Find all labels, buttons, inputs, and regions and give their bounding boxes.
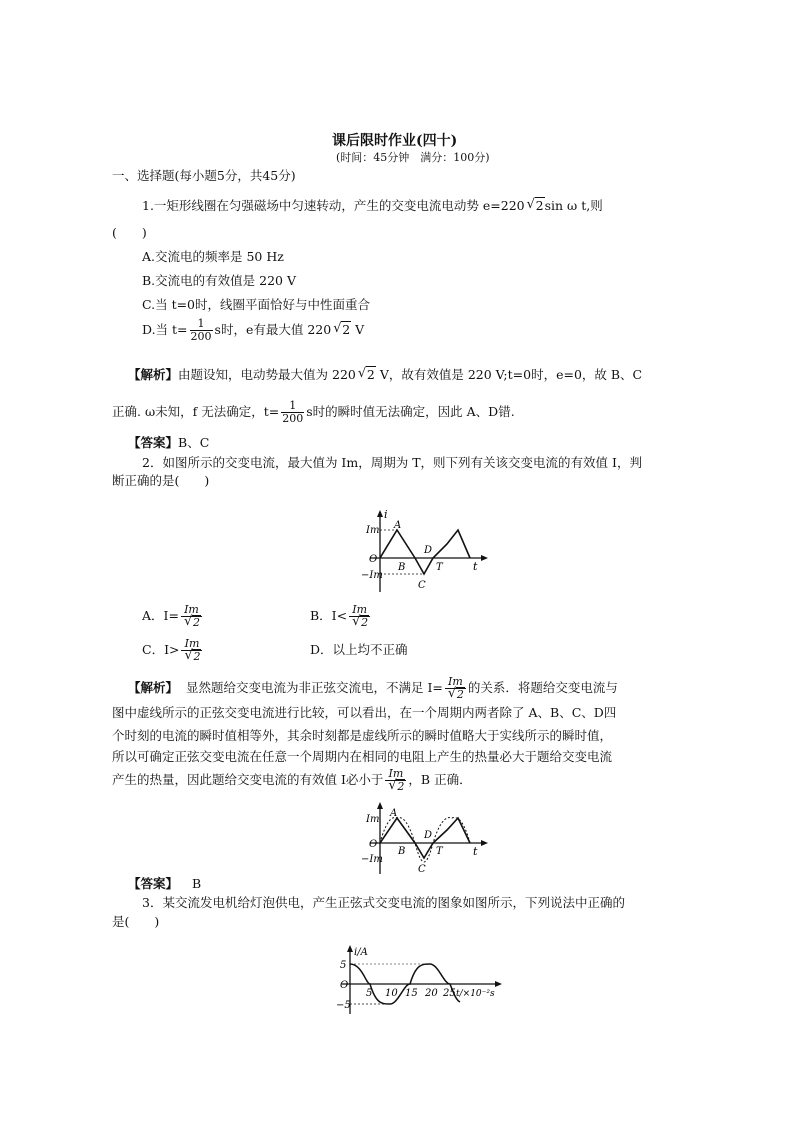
q1-answer: 【答案】B、C bbox=[128, 435, 210, 450]
q1-analysis: 【解析】由题设知，电动势最大值为 220√ 2 V，故有效值是 220 V;t=0时，e=0，故 B、C bbox=[128, 366, 642, 384]
section-heading: 一、选择题(每小题5分，共45分) bbox=[112, 168, 296, 183]
q2-comparison-figure bbox=[360, 800, 495, 878]
q1-stem: 1.一矩形线圈在匀强磁场中匀速转动，产生的交变电流电动势 e=220√ 2sin ω t,则 bbox=[142, 197, 603, 215]
label-B: B bbox=[398, 562, 406, 573]
tick-x-25: 25 bbox=[443, 988, 456, 999]
q2-option-d: D．以上均不正确 bbox=[310, 642, 408, 657]
label-negIm: −Im bbox=[361, 570, 383, 581]
q2-answer: 【答案】 B bbox=[128, 876, 202, 891]
q1-option-a: A.交流电的频率是 50 Hz bbox=[142, 249, 284, 264]
axis-label-t: t bbox=[473, 560, 478, 573]
fraction: Im √ 2 bbox=[349, 604, 370, 629]
label-origin: O bbox=[369, 554, 378, 565]
tick-x-5: 5 bbox=[366, 988, 373, 999]
axis-label-t: t bbox=[473, 845, 478, 858]
q1-option-d: D.当 t= $\frac{1}{200}$ s时，e有最大值 220√ 2 V bbox=[142, 318, 364, 343]
label-D: D bbox=[424, 545, 433, 556]
q2-stem-cont: 断正确的是( ) bbox=[112, 473, 210, 488]
label-negIm: −Im bbox=[361, 854, 383, 865]
q1-option-b: B.交流电的有效值是 220 V bbox=[142, 273, 296, 288]
fraction: Im √ 2 bbox=[181, 604, 202, 629]
q2-analysis-line1: 【解析】 显然题给交变电流为非正弦交流电，不满足 I= Im √ 2 的关系．将题给交变电流与 bbox=[128, 676, 618, 701]
label-T: T bbox=[436, 562, 443, 573]
q2-analysis-line5: 产生的热量，因此题给交变电流的有效值 I必小于 Im √ 2 ，B 正确． bbox=[112, 768, 472, 793]
label-D: D bbox=[424, 830, 433, 841]
label-origin: O bbox=[340, 980, 349, 991]
sqrt-symbol: √ 2 bbox=[333, 321, 351, 339]
q2-option-b: B．I< Im √ 2 bbox=[310, 604, 372, 629]
fraction: Im √ 2 bbox=[445, 676, 466, 701]
sqrt-symbol: √ 2 bbox=[358, 366, 376, 384]
fraction: $\frac{1}{200}$ bbox=[282, 399, 304, 425]
q2-option-a: A．I= Im √ 2 bbox=[142, 604, 204, 629]
fraction: Im √ 2 bbox=[385, 768, 406, 793]
q2-analysis-line4: 所以可确定正弦交变电流在任意一个周期内在相同的电阻上产生的热量必大于题给交变电流 bbox=[112, 749, 613, 764]
tick-x-15: 15 bbox=[405, 988, 418, 999]
tick-y-5: 5 bbox=[340, 960, 347, 971]
label-Im: Im bbox=[366, 525, 380, 536]
q3-sine-wave-figure bbox=[330, 942, 510, 1018]
fraction: Im √ 2 bbox=[181, 638, 202, 663]
axis-label-t: t/×10⁻²s bbox=[456, 989, 495, 999]
tick-y-neg5: −5 bbox=[336, 1000, 351, 1011]
q1-paren: ( ) bbox=[112, 225, 147, 240]
fraction: $\frac{1}{200}$ bbox=[190, 317, 212, 343]
label-origin: O bbox=[369, 839, 378, 850]
q1-option-c: C.当 t=0时，线圈平面恰好与中性面重合 bbox=[142, 297, 371, 312]
q2-option-c: C．I> Im √ 2 bbox=[142, 638, 204, 663]
label-A: A bbox=[394, 520, 402, 531]
label-B: B bbox=[398, 846, 406, 857]
label-Im: Im bbox=[366, 814, 380, 825]
label-A: A bbox=[390, 808, 398, 819]
q2-analysis-line2: 图中虚线所示的正弦交变电流进行比较，可以看出，在一个周期内两者除了 A、B、C、D四 bbox=[112, 705, 617, 720]
q1-analysis-cont: 正确. ω未知，f 无法确定，t= $\frac{1}{200}$ s时的瞬时值无法确定，因此 A、D错. bbox=[112, 399, 515, 425]
page-title: 课后限时作业(四十) bbox=[332, 133, 458, 149]
axis-label-i: i/A bbox=[354, 947, 368, 958]
label-C: C bbox=[418, 864, 426, 875]
tick-x-10: 10 bbox=[385, 988, 398, 999]
page-subtitle: (时间：45分钟 满分：100分) bbox=[336, 151, 490, 164]
q3-stem: 3．某交流发电机给灯泡供电，产生正弦式交变电流的图象如图所示，下列说法中正确的 bbox=[142, 895, 625, 910]
label-T: T bbox=[436, 846, 443, 857]
label-C: C bbox=[418, 580, 426, 591]
q3-stem-cont: 是( ) bbox=[112, 914, 160, 929]
q2-analysis-line3: 个时刻的电流的瞬时值相等外，其余时刻都是虚线所示的瞬时值略大于实线所示的瞬时值， bbox=[112, 728, 613, 743]
q2-stem: 2．如图所示的交变电流，最大值为 Im，周期为 T，则下列有关该交变电流的有效值 I，判 bbox=[142, 455, 642, 470]
q2-triangle-wave-figure bbox=[360, 508, 495, 596]
tick-x-20: 20 bbox=[425, 988, 438, 999]
sqrt-symbol: √ 2 bbox=[527, 197, 545, 215]
axis-label-i: i bbox=[384, 508, 388, 521]
